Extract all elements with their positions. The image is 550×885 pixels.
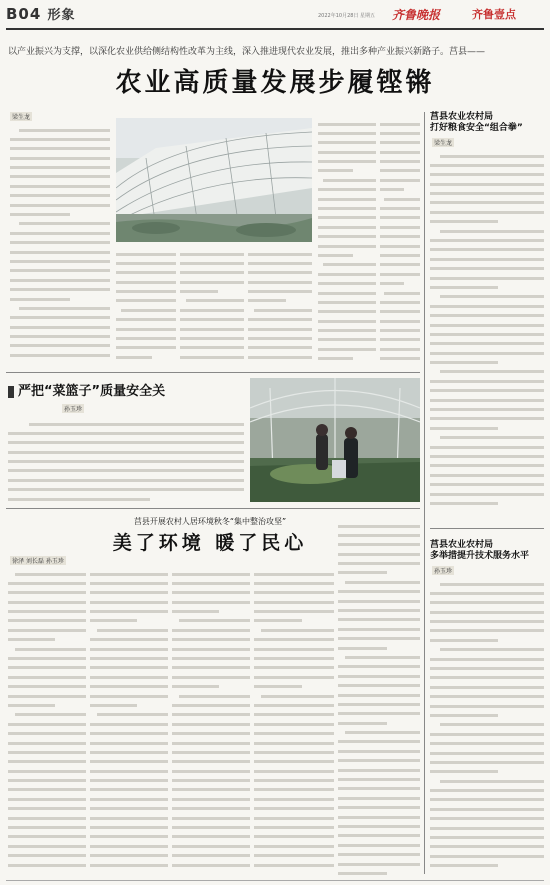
lead-body-column-1 xyxy=(10,124,110,364)
sidebar-finance-title xyxy=(430,112,546,134)
market-title-text: 严把“菜篮子”质量安全关 xyxy=(18,384,166,399)
section-rule-gathering xyxy=(6,508,420,509)
lead-body-column-5 xyxy=(318,118,376,366)
gathering-body-column-1 xyxy=(8,568,86,876)
market-body xyxy=(8,418,244,508)
header-rule xyxy=(6,28,544,30)
gathering-body-column-5 xyxy=(338,520,420,876)
lead-byline: 梁生龙 xyxy=(12,114,31,121)
gathering-kicker: 莒县开展农村人居环境秋冬“集中整治攻坚” xyxy=(133,517,287,526)
greenhouse-photo xyxy=(116,118,312,242)
sidebar-tech-title xyxy=(430,540,546,562)
lead-body-column-3 xyxy=(180,248,244,366)
sidebar-tech-title-line-1: 莒县农业农村局 xyxy=(430,540,494,550)
gathering-title: 美了环境 暖了民心 xyxy=(112,532,308,554)
lead-body-column-2 xyxy=(116,248,176,366)
lead-headline: 农业高质量发展步履铿锵 xyxy=(115,68,435,98)
sidebar-finance-title-line-2: 打好粮食安全“组合拳” xyxy=(430,123,523,133)
vegetable-greenhouse-photo xyxy=(250,378,420,502)
footer-rule xyxy=(6,880,544,881)
page-id: B04 xyxy=(6,5,42,23)
sidebar-tech-title-line-2: 多举措提升技术服务水平 xyxy=(430,551,530,561)
page-number xyxy=(6,4,76,23)
lead-kicker: 以产业振兴为支撑，以深化农业供给侧结构性改革为主线，深入推进现代农业发展，推出多种产业振兴新路子。莒县—— xyxy=(8,47,486,57)
gathering-body-column-2 xyxy=(90,568,168,876)
issue-date: 2022年10月28日 星期五 xyxy=(318,13,376,19)
gathering-body-column-3 xyxy=(172,568,250,876)
sidebar-finance-body xyxy=(430,150,544,524)
sidebar-divider xyxy=(424,112,425,874)
gathering-body-column-4 xyxy=(254,568,334,876)
sidebar-finance-byline: 梁生龙 xyxy=(434,140,453,147)
newspaper-logo: 齐鲁晚报 xyxy=(392,8,441,22)
lead-body-column-6 xyxy=(380,118,420,366)
market-byline: 孙玉珍 xyxy=(64,406,83,413)
sidebar-tech-byline: 孙玉珍 xyxy=(434,568,453,575)
section-name: 形象 xyxy=(47,8,76,23)
sidebar-tech-body xyxy=(430,578,544,878)
section-rule-market xyxy=(6,372,420,373)
gathering-byline: 徐泽 刘长磊 孙玉珍 xyxy=(12,558,64,565)
greenhouse-illustration xyxy=(116,118,312,242)
greenhouse-workers-illustration xyxy=(250,378,420,502)
market-title xyxy=(8,380,165,399)
app-logo: 齐鲁壹点 xyxy=(472,8,516,21)
lead-body-column-4 xyxy=(248,248,312,366)
sidebar-finance-title-line-1: 莒县农业农村局 xyxy=(430,112,494,122)
sidebar-section-rule xyxy=(430,528,544,529)
title-marker-icon xyxy=(8,386,14,398)
